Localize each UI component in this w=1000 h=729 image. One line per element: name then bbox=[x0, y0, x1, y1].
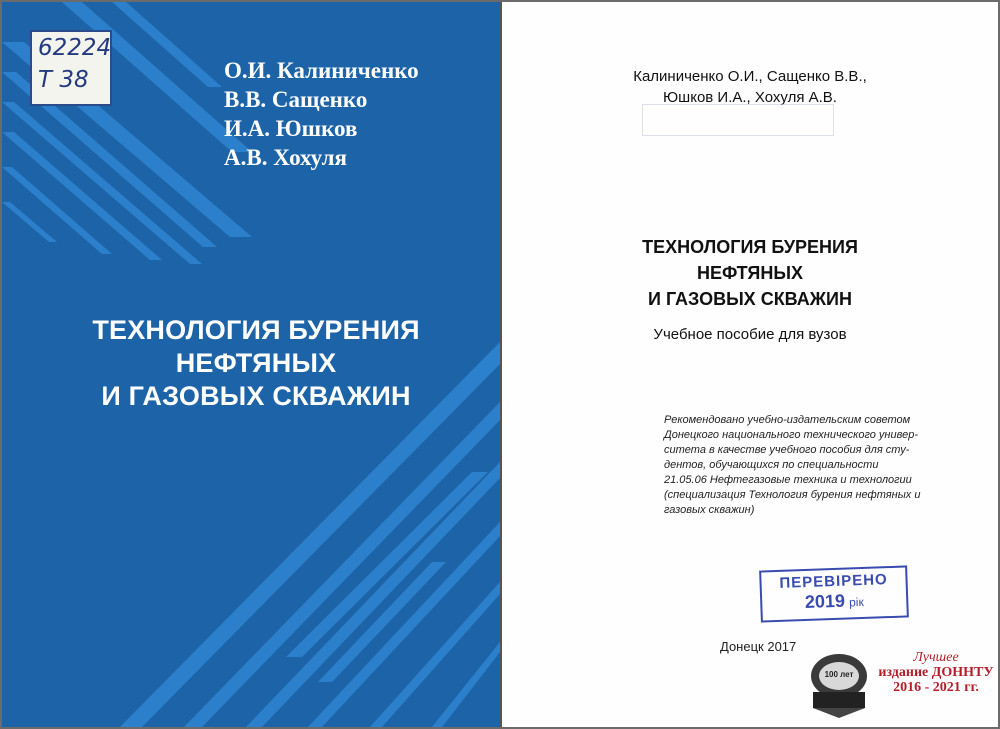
title-page-title-line: ТЕХНОЛОГИЯ БУРЕНИЯ bbox=[642, 237, 858, 257]
cover-title-line: ТЕХНОЛОГИЯ БУРЕНИЯ bbox=[92, 315, 420, 345]
award-line: Лучшее bbox=[913, 650, 959, 665]
recommendation-text bbox=[664, 413, 964, 518]
scan-frame bbox=[2, 2, 998, 727]
recommendation-line: Донецкого национального технического универ- bbox=[664, 429, 918, 441]
title-page-authors-line: Калиниченко О.И., Сащенко В.В., bbox=[633, 68, 867, 85]
recommendation-line: 21.05.06 Нефтегазовые техника и технологии bbox=[664, 474, 912, 486]
title-page bbox=[502, 2, 998, 727]
verification-stamp bbox=[759, 565, 909, 622]
recommendation-line: газовых скважин) bbox=[664, 504, 755, 516]
cover-author: И.А. Юшков bbox=[224, 116, 358, 141]
faint-stamp-mark bbox=[642, 104, 834, 136]
recommendation-line: (специализация Технология бурения нефтяных и bbox=[664, 489, 921, 501]
badge-text: 100 лет bbox=[824, 670, 854, 679]
cover-title-line: НЕФТЯНЫХ bbox=[175, 348, 337, 378]
cover-title-line: И ГАЗОВЫХ СКВАЖИН bbox=[101, 381, 411, 411]
cover-author: А.В. Хохуля bbox=[224, 145, 347, 170]
cover-authors bbox=[224, 56, 419, 172]
title-page-title-line: НЕФТЯНЫХ bbox=[696, 263, 803, 283]
cover-author: В.В. Сащенко bbox=[224, 87, 368, 112]
library-code: Т 38 bbox=[38, 67, 89, 93]
recommendation-line: дентов, обучающихся по специальности bbox=[664, 459, 879, 471]
anniversary-badge bbox=[807, 648, 871, 725]
stamp-year: 2019 bbox=[804, 590, 846, 613]
city-year: Донецк 2017 bbox=[720, 639, 797, 654]
cover-author: О.И. Калиниченко bbox=[224, 58, 419, 83]
laurel-book-icon bbox=[807, 648, 871, 720]
recommendation-line: ситета в качестве учебного пособия для сту- bbox=[664, 444, 910, 456]
cover-title bbox=[32, 314, 480, 413]
library-label bbox=[30, 30, 112, 106]
title-page-title bbox=[502, 234, 998, 312]
stamp-label: ПЕРЕВІРЕНО bbox=[779, 571, 888, 592]
title-page-authors-line: Юшков И.А., Хохуля А.В. bbox=[663, 89, 837, 106]
title-page-title-line: И ГАЗОВЫХ СКВАЖИН bbox=[648, 289, 852, 309]
title-page-subtitle: Учебное пособие для вузов bbox=[653, 326, 847, 343]
stamp-suffix: рік bbox=[848, 594, 864, 610]
book-cover bbox=[2, 2, 500, 727]
recommendation-line: Рекомендовано учебно-издательским советом bbox=[664, 414, 911, 426]
award-text bbox=[876, 650, 996, 695]
award-line: 2016 - 2021 гг. bbox=[893, 680, 979, 695]
award-line: издание ДОННТУ bbox=[878, 665, 994, 680]
library-number: 62224 bbox=[38, 35, 112, 61]
title-page-authors bbox=[502, 66, 998, 108]
